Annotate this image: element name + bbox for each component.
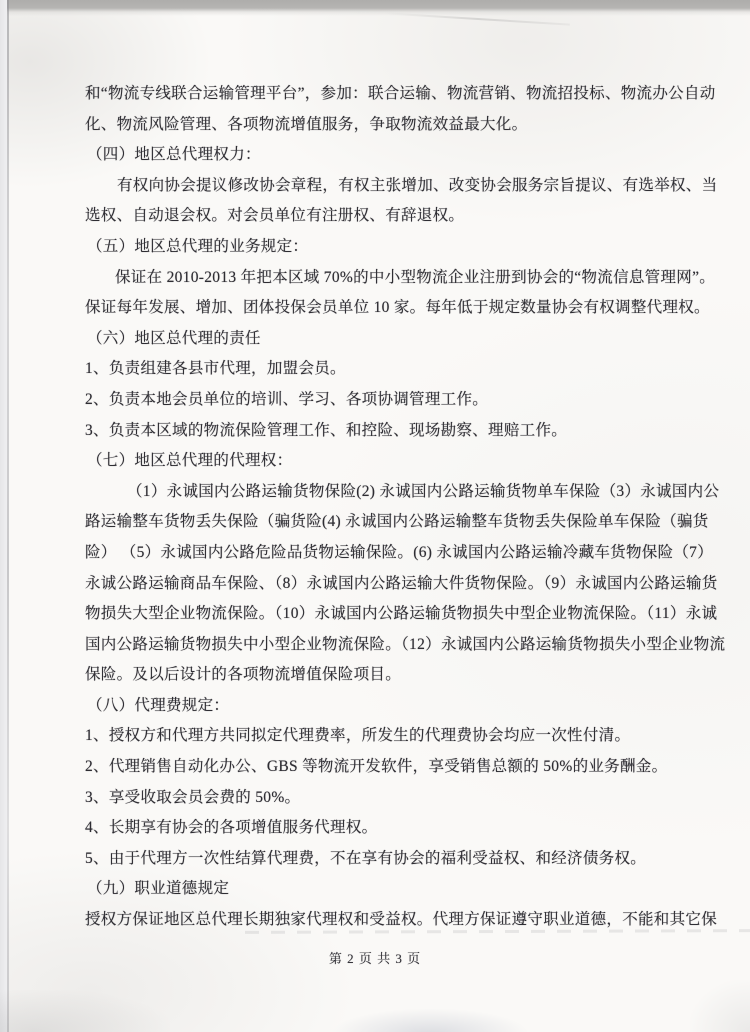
document-line: （八）代理费规定： (87, 696, 230, 714)
document-line: （六）地区总代理的责任 (87, 329, 261, 347)
document-line: 1、授权方和代理方共同拟定代理费率，所发生的代理费协会均应一次性付清。 (85, 727, 631, 745)
document-line: 国内公路运输货物损失中小型企业物流保险。（12）永诚国内公路运输货物损失小型企业物流 (85, 635, 726, 653)
page-footer: 第 2 页 共 3 页 (328, 951, 422, 966)
scan-page-edge-line (7, 0, 9, 1032)
scan-smudge-bottom-left (0, 990, 170, 1032)
document-line: 5、由于代理方一次性结算代理费，不在享有协会的福利受益权、和经济债务权。 (85, 849, 647, 867)
document-line: 保险。及以后设计的各项物流增值保险项目。 (85, 666, 402, 684)
document-line: 授权方保证地区总代理长期独家代理权和受益权。代理方保证遵守职业道德，不能和其它保 (85, 911, 718, 929)
document-line: 物损失大型企业物流保险。（10）永诚国内公路运输货物损失中型企业物流保险。（11）永诚 (85, 605, 718, 623)
document-line: 3、享受收取会员会费的 50%。 (85, 788, 301, 806)
document-line: 和“物流专线联合运输管理平台”，参加：联合运输、物流营销、物流招投标、物流办公自动 (85, 85, 716, 102)
document-line: （1）永诚国内公路运输货物保险(2) 永诚国内公路运输货物单车保险（3）永诚国内公 (127, 482, 720, 500)
scan-edge-left (0, 0, 7, 1032)
document-line: 选权、自动退会权。对会员单位有注册权、有辞退权。 (85, 207, 465, 225)
document-line: （四）地区总代理权力： (87, 146, 261, 164)
scan-smudge-bottom-right (690, 980, 750, 1032)
document-line: 险） （5）永诚国内公路危险品货物运输保险。(6) 永诚国内公路运输冷藏车货物保险（7） (85, 543, 714, 561)
scan-edge-top (0, 0, 750, 16)
scan-smudge-bottom-center (330, 1008, 530, 1032)
document-line: 保证在 2010-2013 年把本区域 70%的中小型物流企业注册到协会的“物流信息管理网”。 (115, 268, 716, 286)
document-line: 2、负责本地会员单位的培训、学习、各项协调管理工作。 (85, 390, 489, 408)
document-line: 1、负责组建各县市代理，加盟会员。 (85, 360, 346, 378)
document-line: 化、物流风险管理、各项物流增值服务，争取物流效益最大化。 (85, 115, 528, 133)
document-line: （五）地区总代理的业务规定： (87, 237, 309, 255)
document-line: （七）地区总代理的代理权： (87, 452, 293, 470)
document-line: 2、代理销售自动化办公、GBS 等物流开发软件，享受销售总额的 50%的业务酬金。 (85, 758, 668, 776)
document-line: 3、负责本区域的物流保险管理工作、和控险、现场勘察、理赔工作。 (85, 421, 568, 439)
document-line: （九）职业道德规定 (87, 880, 230, 898)
document-body (85, 79, 726, 936)
document-line: 永诚公路运输商品车保险、（8）永诚国内公路运输大件货物保险。（9）永诚国内公路运输货 (85, 574, 718, 592)
document-line: 有权向协会提议修改协会章程，有权主张增加、改变协会服务宗旨提议、有选举权、当 (117, 176, 718, 194)
document-line: 保证每年发展、增加、团体投保会员单位 10 家。每年低于规定数量协会有权调整代理权。 (85, 299, 710, 317)
document-line: 路运输整车货物丢失保险（骗货险(4) 永诚国内公路运输整车货物丢失保险单车保险（骗货 (85, 513, 709, 531)
document-line: 4、长期享有协会的各项增值服务代理权。 (85, 819, 378, 837)
